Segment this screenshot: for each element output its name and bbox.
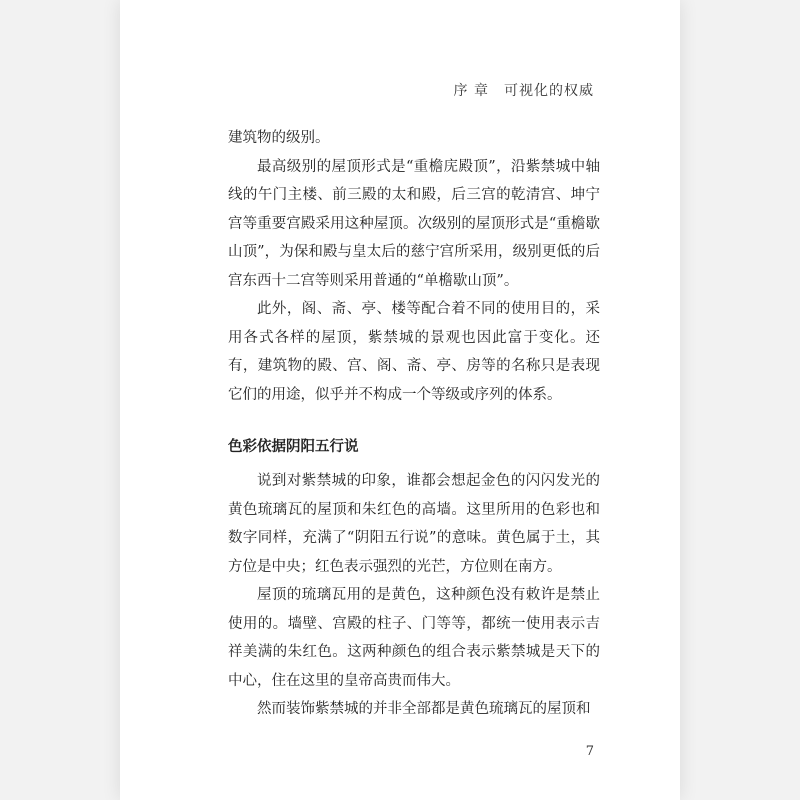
running-head: 序 章 可视化的权威	[453, 83, 594, 99]
book-page	[120, 0, 680, 800]
paragraph-yellow-tiles: 屋顶的琉璃瓦用的是黄色，这种颜色没有敕许是禁止使用的。墙壁、宫殿的柱子、门等等，都统一使用表示吉祥美满的朱红色。这两种颜色的组合表示紫禁城是天下的中心，住在这里的皇帝高贵而伟大。	[228, 587, 600, 689]
paragraph-decoration: 然而装饰紫禁城的并非全部都是黄色琉璃瓦的屋顶和	[257, 701, 591, 717]
page-number: 7	[585, 744, 594, 759]
section-heading: 色彩依据阴阳五行说	[228, 438, 359, 455]
paragraph-roof-variety: 此外，阁、斋、亭、楼等配合着不同的使用目的，采用各式各样的屋顶，紫禁城的景观也因此富于变化。还有，建筑物的殿、宫、阁、斋、亭、房等的名称只是表现它们的用途，似乎并不构成一个等级或序列的体系。	[228, 301, 600, 403]
paragraph-color-impression: 说到对紫禁城的印象，谁都会想起金色的闪闪发光的黄色琉璃瓦的屋顶和朱红色的高墙。这里所用的色彩也和数字同样，充满了“阴阳五行说”的意味。黄色属于土，其方位是中央；红色表示强烈的光芒，方位则在南方。	[228, 473, 600, 575]
paragraph-roof-levels: 最高级别的屋顶形式是“重檐庑殿顶”，沿紫禁城中轴线的午门主楼、前三殿的太和殿，后三宫的乾清宫、坤宁宫等重要宫殿采用这种屋顶。次级别的屋顶形式是“重檐歇山顶”，为保和殿与皇太后的慈宁宫所采用，级别更低的后宫东西十二宫等则采用普通的“单檐歇山顶”。	[228, 158, 600, 289]
paragraph-continued: 建筑物的级别。	[228, 130, 330, 146]
page-body	[228, 124, 600, 724]
